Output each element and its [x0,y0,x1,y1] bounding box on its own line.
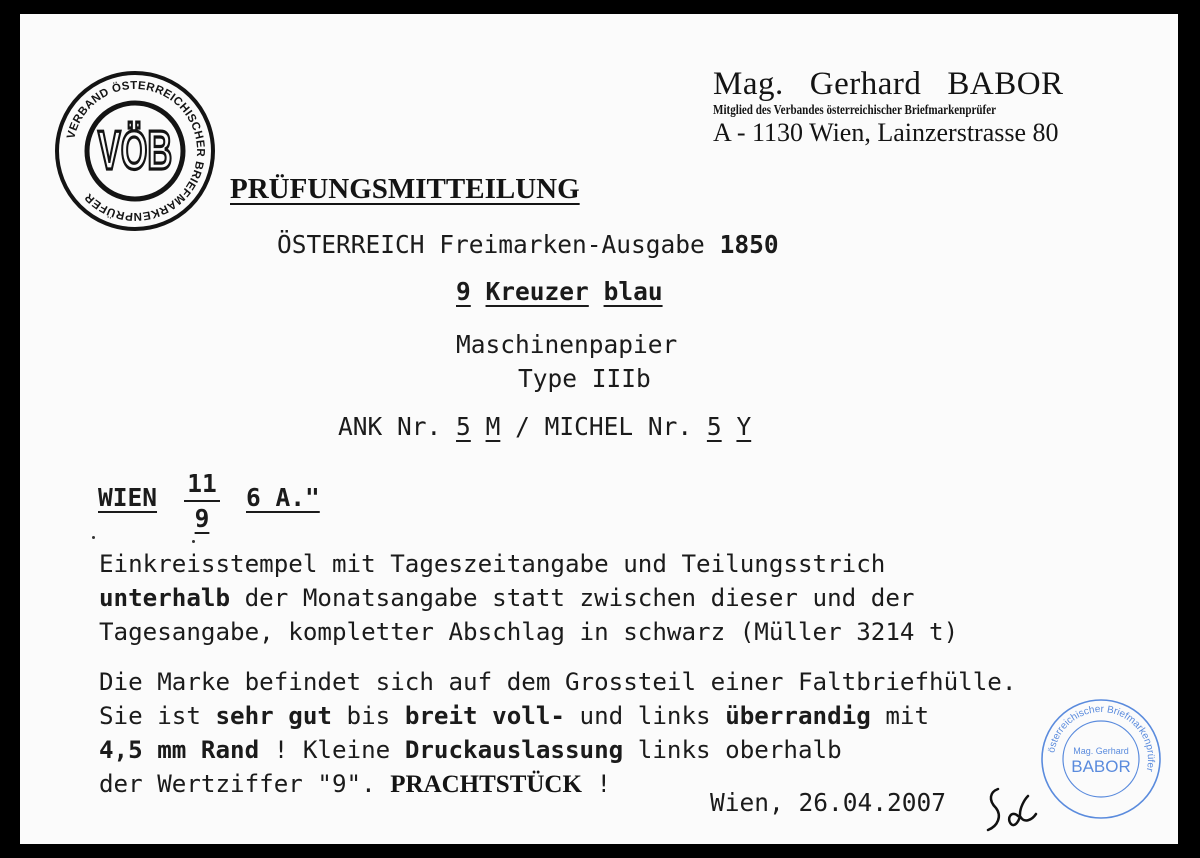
ink-speck [92,536,95,539]
ink-speck [192,540,195,543]
paper-line: Maschinenpapier [456,330,678,359]
examiner-name: Mag. Gerhard BABOR [713,66,1064,102]
voeb-seal [54,70,216,237]
postmark-time: 6 A." [246,483,320,512]
postmark-date: 11 9 [182,469,222,533]
country-line: ÖSTERREICH Freimarken-Ausgabe 1850 [277,230,779,259]
certificate-sheet [20,14,1178,844]
svg-text:Mag. Gerhard: Mag. Gerhard [1073,746,1129,756]
svg-text:BABOR: BABOR [1071,757,1131,776]
examiner-address: A - 1130 Wien, Lainzerstrasse 80 [713,118,1059,147]
seal-ring-text: VERBAND ÖSTERREICHISCHER BRIEFMARKENPRÜFER [65,79,207,223]
document-title: PRÜFUNGSMITTEILUNG [230,173,580,205]
svg-text:österreichischer Briefmarkenpr: österreichischer Briefmarkenprüfer [1046,703,1157,773]
examiner-stamp [1038,696,1164,827]
value-line: 9 Kreuzer blau [456,277,663,306]
examiner-membership: Mitglied des Verbandes österreichischer Briefmarkenprüfer [713,102,997,117]
postmark-description: Einkreisstempel mit Tageszeitangabe und Teilungsstrich unterhalb der Monatsangabe statt zwischen dieser und der Tagesangabe, kompletter Abschlag in schwarz (Müller 3214 t) [99,550,959,646]
place-and-date: Wien, 26.04.2007 [710,788,947,817]
catalogue-line: ANK Nr. 5 M / MICHEL Nr. 5 Y [338,412,752,441]
postmark-town: WIEN [98,483,158,512]
seal-monogram: VÖB [97,119,173,181]
signature [984,786,1044,841]
condition-description: Die Marke befindet sich auf dem Grossteil einer Faltbriefhülle. Sie ist sehr gut bis breit voll- und links überrandig mit 4,5 mm Rand ! Kleine Druckauslassung links oberhalb der Wertziffer "9". PRACHTSTÜCK ! [99,668,1017,798]
type-line: Type IIIb [518,364,651,393]
